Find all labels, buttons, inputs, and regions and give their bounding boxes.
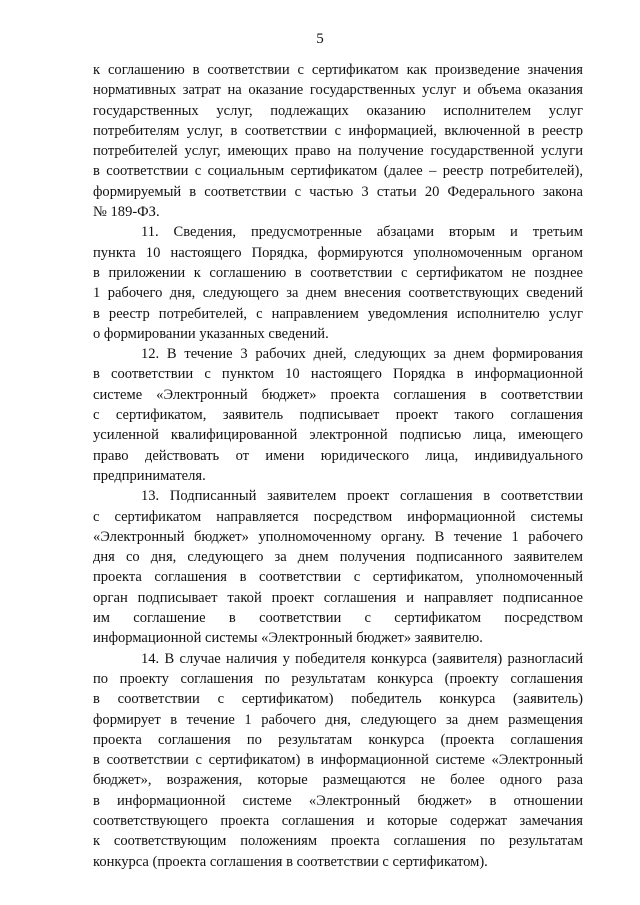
- text-line: в приложении к соглашению в соответствии с сертификатом не позднее: [93, 264, 583, 281]
- document-body: [93, 60, 583, 872]
- text-line: в соответствии с сертификатом) победитель конкурса (заявитель): [93, 691, 583, 708]
- text-line: к соответствующим положениям проекта соглашения по результатам: [93, 833, 583, 850]
- paragraph-12: [93, 344, 583, 486]
- text-line: формируемый в соответствии с частью 3 статьи 20 Федерального закона: [93, 183, 583, 200]
- text-line: формирует в течение 1 рабочего дня, следующего за днем размещения: [93, 711, 583, 728]
- text-line: информационной системы «Электронный бюджет» заявителю.: [93, 630, 483, 647]
- text-line: системе «Электронный бюджет» проекта соглашения в соответствии: [93, 386, 583, 403]
- text-line: по проекту соглашения по результатам конкурса (проекту соглашения: [93, 670, 583, 687]
- paragraph-13: [93, 486, 583, 648]
- text-line: орган подписывает такой проект соглашения и направляет подписанное: [93, 589, 583, 606]
- text-line: 12. В течение 3 рабочих дней, следующих за днем формирования: [141, 346, 583, 363]
- text-line: в соответствии с сертификатом) в информационной системе «Электронный: [93, 752, 583, 769]
- text-line: потребителям услуг, в соответствии с информацией, включенной в реестр: [93, 122, 583, 139]
- paragraph-continuation: [93, 60, 583, 222]
- text-line: право действовать от имени юридического лица, индивидуального: [93, 447, 583, 464]
- text-line: в соответствии с пунктом 10 настоящего Порядка в информационной: [93, 366, 583, 383]
- text-line: 1 рабочего дня, следующего за днем внесения соответствующих сведений: [93, 285, 583, 302]
- text-line: проекта соглашения по результатам конкурса (проекта соглашения: [93, 731, 583, 748]
- text-line: 14. В случае наличия у победителя конкурса (заявителя) разногласий: [141, 650, 583, 667]
- text-line: проекта соглашения в соответствии с сертификатом, уполномоченный: [93, 569, 583, 586]
- text-line: государственных услуг, подлежащих оказанию исполнителем услуг: [93, 102, 583, 119]
- paragraph-11: [93, 222, 583, 344]
- text-line: с сертификатом направляется посредством информационной системы: [93, 508, 583, 525]
- text-line: в соответствии с социальным сертификатом (далее – реестр потребителей),: [93, 163, 583, 180]
- text-line: потребителей услуг, имеющих право на получение государственной услуги: [93, 143, 583, 160]
- text-line: конкурса (проекта соглашения в соответствии с сертификатом).: [93, 853, 488, 870]
- paragraph-14: [93, 649, 583, 872]
- text-line: в информационной системе «Электронный бюджет» в отношении: [93, 792, 583, 809]
- text-line: 13. Подписанный заявителем проект соглашения в соответствии: [141, 488, 583, 505]
- text-line: соответствующего проекта соглашения и которые содержат замечания: [93, 812, 583, 829]
- text-line: пункта 10 настоящего Порядка, формируются уполномоченным органом: [93, 244, 583, 261]
- text-line: усиленной квалифицированной электронной подписью лица, имеющего: [93, 427, 583, 444]
- page-number: 5: [316, 31, 324, 47]
- text-line: о формировании указанных сведений.: [93, 325, 329, 342]
- text-line: № 189-ФЗ.: [93, 204, 160, 221]
- text-line: «Электронный бюджет» уполномоченному органу. В течение 1 рабочего: [93, 528, 583, 545]
- text-line: нормативных затрат на оказание государственных услуг и объема оказания: [93, 82, 583, 99]
- text-line: 11. Сведения, предусмотренные абзацами вторым и третьим: [141, 224, 583, 241]
- text-line: бюджет», возражения, которые размещаются не более одного раза: [93, 772, 583, 789]
- text-line: в реестр потребителей, с направлением уведомления исполнителю услуг: [93, 305, 583, 322]
- text-line: предпринимателя.: [93, 467, 206, 484]
- text-line: дня со дня, следующего за днем получения подписанного заявителем: [93, 549, 583, 566]
- text-line: к соглашению в соответствии с сертификатом как произведение значения: [93, 62, 583, 78]
- text-line: с сертификатом, заявитель подписывает проект такого соглашения: [93, 407, 583, 424]
- text-line: им соглашение в соответствии с сертификатом посредством: [93, 610, 583, 627]
